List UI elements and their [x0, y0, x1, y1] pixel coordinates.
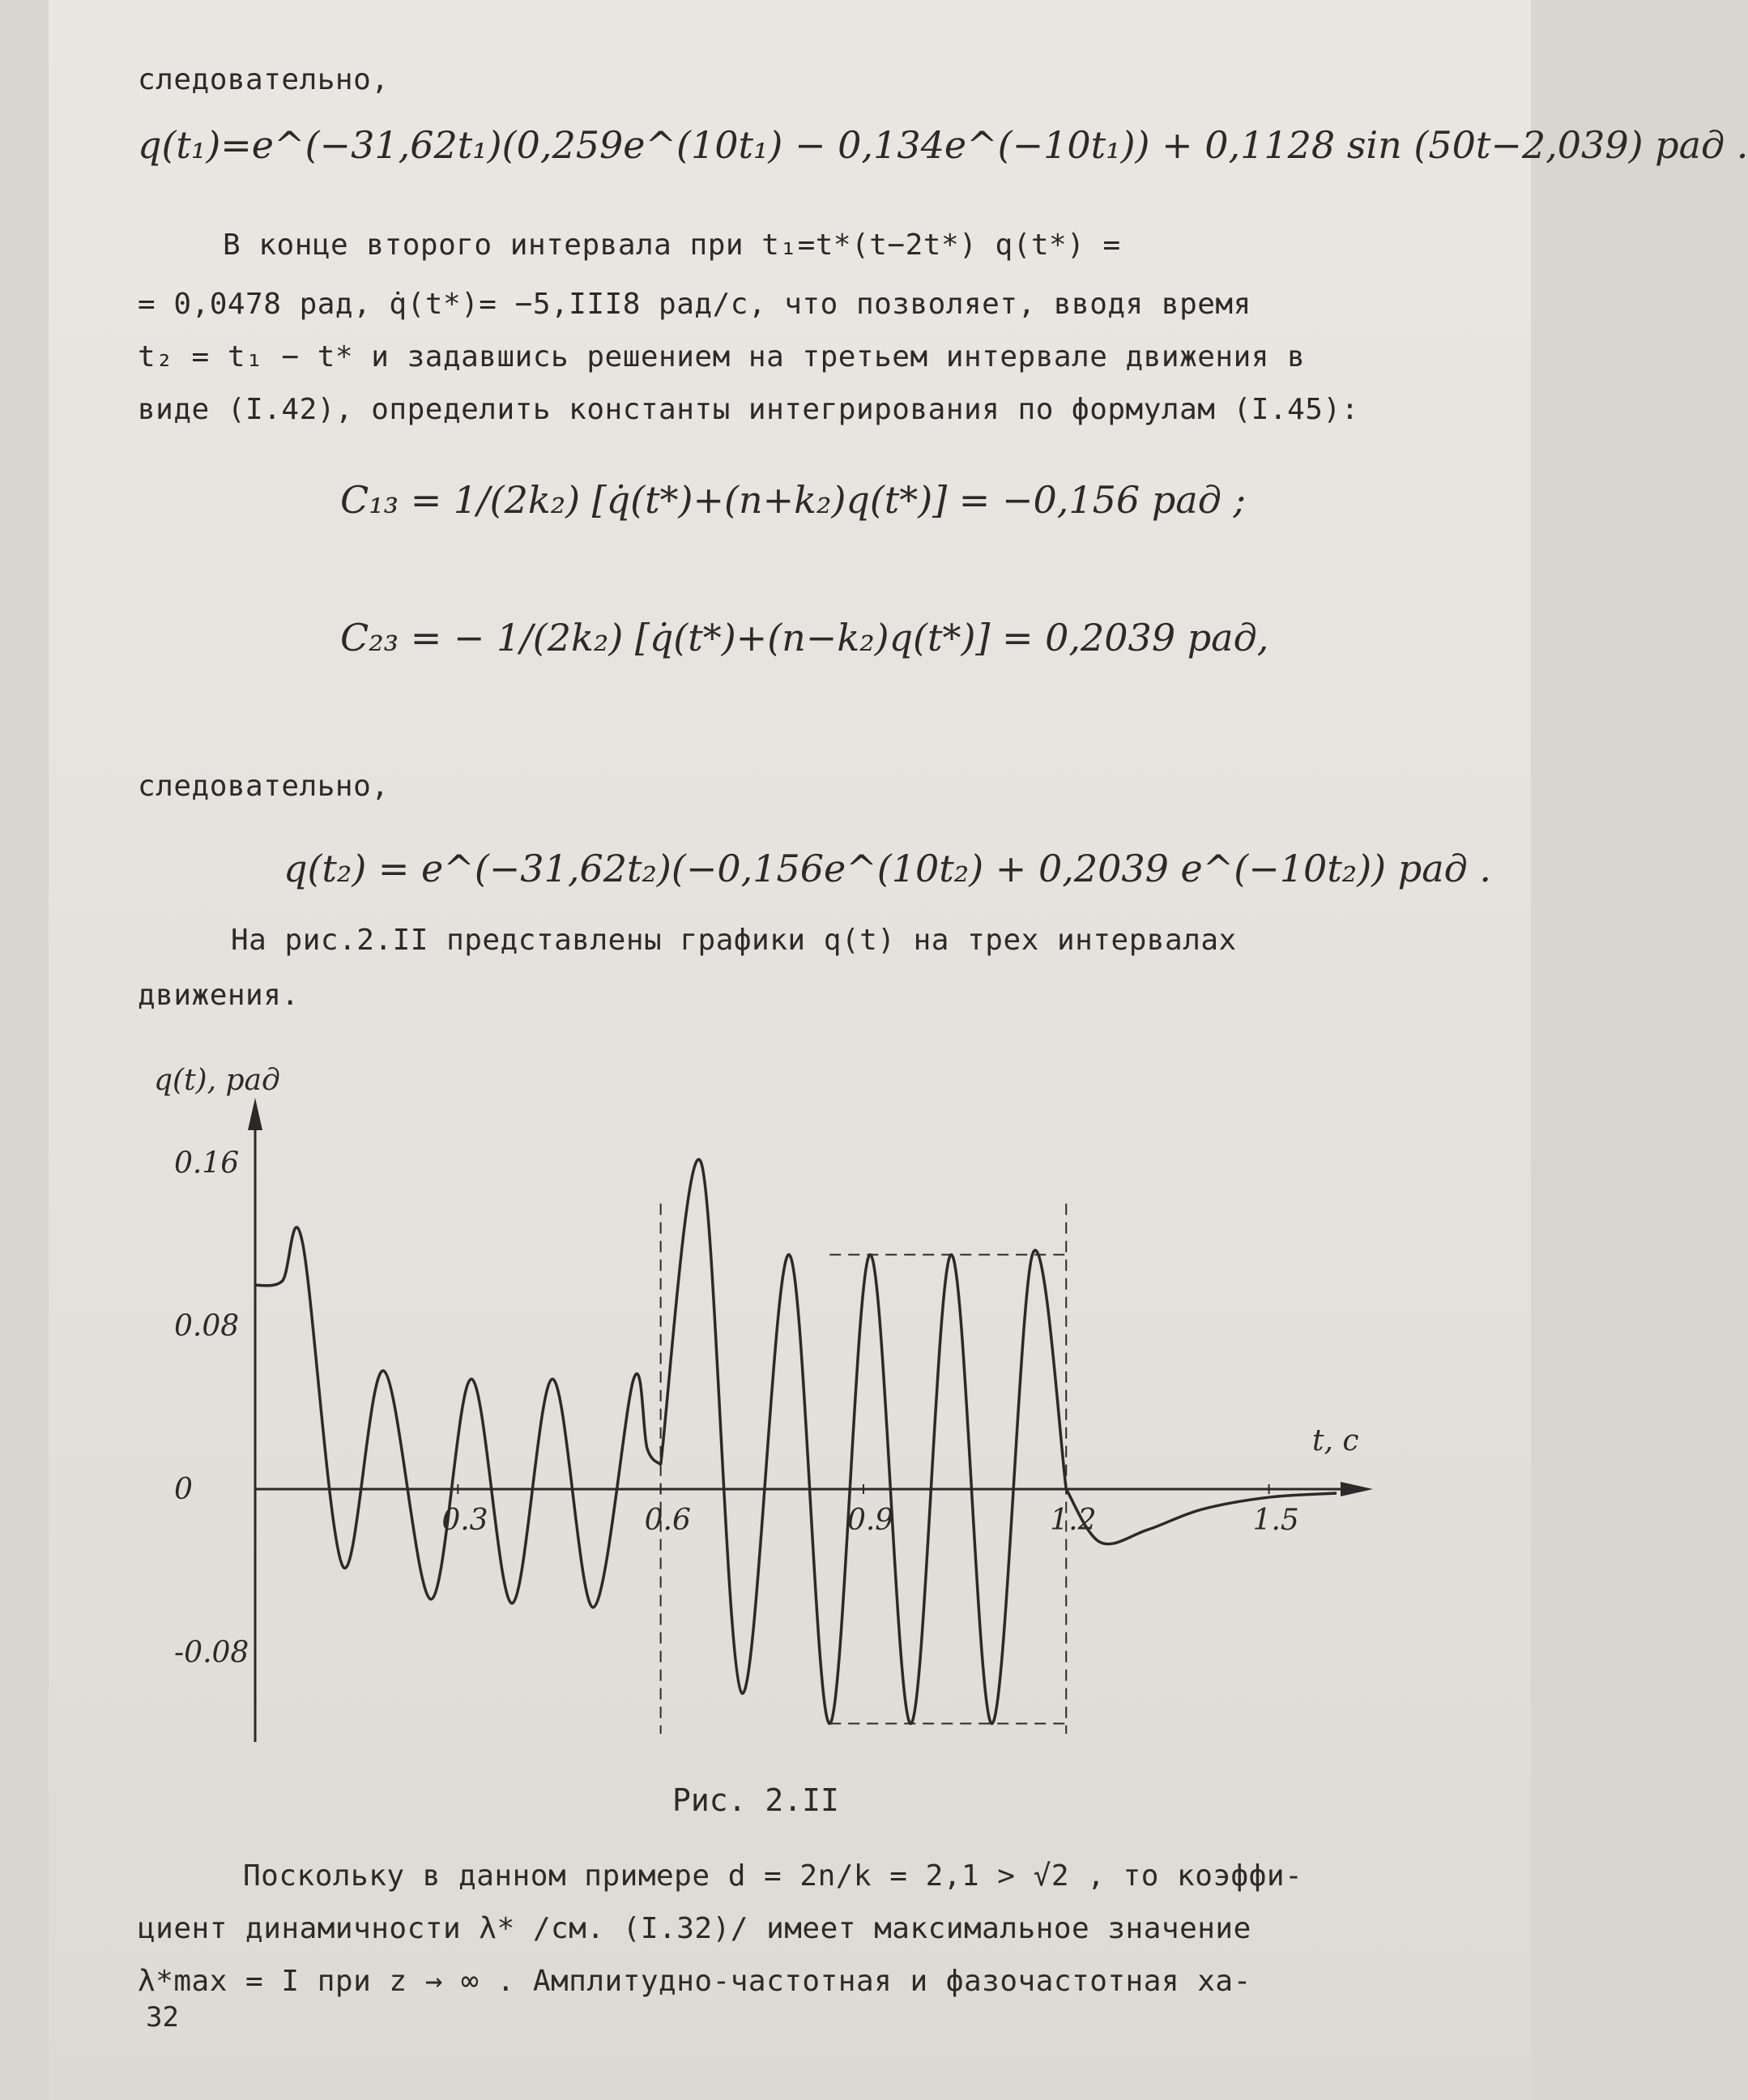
paragraph-4-line-2: циент динамичности λ* /см. (I.32)/ имеет максимальное значение — [138, 1912, 1251, 1945]
y-axis-label: q(t), рад — [154, 1064, 280, 1097]
figure-caption: Рис. 2.II — [672, 1782, 839, 1818]
y-tick-label: -0.08 — [174, 1636, 249, 1670]
paragraph-2-line-1: В конце второго интервала при t₁=t*(t−2t*) q(t*) = — [223, 228, 1121, 262]
paragraph-4-line-3: λ*max = I при z → ∞ . Амплитудно-частотная и фазочастотная ха- — [138, 1965, 1251, 1998]
paragraph-2-line-2: = 0,0478 рад, q̇(t*)= −5,III8 рад/с, что позволяет, вводя время — [138, 288, 1251, 321]
series-line-2 — [661, 1159, 1067, 1723]
equation-c23: C₂₃ = − 1/(2k₂) [q̇(t*)+(n−k₂)q(t*)] = 0,2039 рад, — [340, 616, 1269, 659]
x-tick-label: 0.3 — [441, 1504, 488, 1537]
equation-c13: C₁₃ = 1/(2k₂) [q̇(t*)+(n+k₂)q(t*)] = −0,156 рад ; — [340, 478, 1246, 522]
paragraph-3-line-2: движения. — [138, 979, 300, 1012]
paragraph-3-line-1: На рис.2.II представлены графики q(t) на трех интервалах — [231, 924, 1237, 957]
paragraph-2-line-4: виде (I.42), определить константы интегрирования по формулам (I.45): — [138, 393, 1359, 426]
x-axis-label: t, c — [1312, 1424, 1359, 1458]
paragraph-4-line-1: Поскольку в данном примере d = 2n/k = 2,1 > √2 , то коэффи- — [243, 1859, 1303, 1893]
document-page — [49, 0, 1748, 2100]
y-tick-label: 0.16 — [174, 1146, 240, 1180]
x-tick-label: 0.6 — [644, 1504, 691, 1537]
x-tick-label: 0.9 — [846, 1504, 894, 1537]
equation-q-t2: q(t₂) = e^(−31,62t₂)(−0,156e^(10t₂) + 0,2039 e^(−10t₂)) рад . — [284, 847, 1492, 890]
equation-q-t1: q(t₁)=e^(−31,62t₁)(0,259e^(10t₁) − 0,134e^(−10t₁)) + 0,1128 sin (50t−2,039) рад . — [138, 123, 1748, 167]
y-tick-label: 0.08 — [174, 1309, 240, 1343]
x-tick-label: 1.5 — [1252, 1504, 1299, 1537]
paragraph-2-line-3: t₂ = t₁ − t* и задавшись решением на третьем интервале движения в — [138, 340, 1306, 373]
series-line-1 — [255, 1227, 661, 1607]
text-line-following-2: следовательно, — [138, 770, 390, 803]
y-tick-label: 0 — [174, 1473, 193, 1506]
page-number: 32 — [146, 2001, 179, 2034]
x-tick-label: 1.2 — [1050, 1504, 1097, 1537]
y-axis-arrow — [248, 1098, 262, 1130]
text-line-following: следовательно, — [138, 63, 390, 96]
x-axis-arrow — [1341, 1482, 1373, 1496]
